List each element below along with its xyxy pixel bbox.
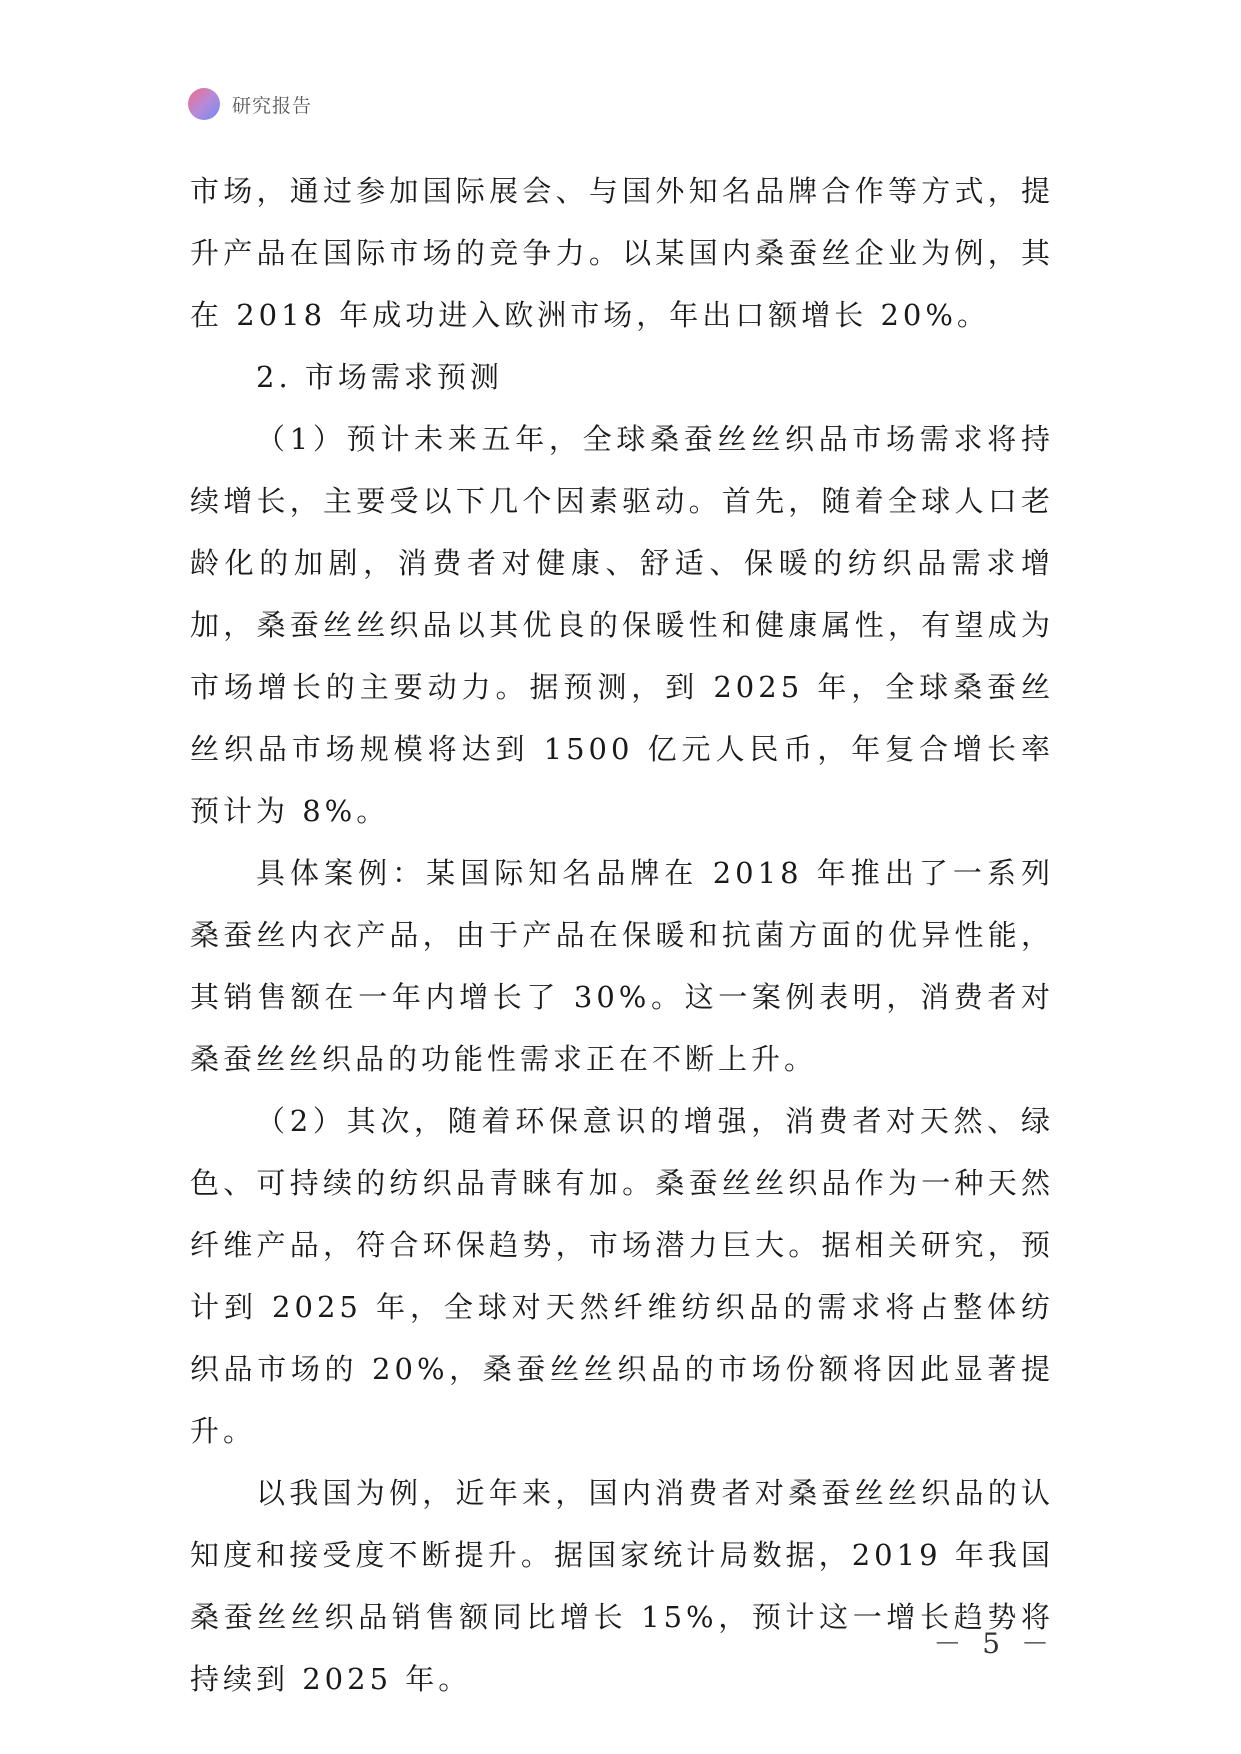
paragraph-forecast-1: （1）预计未来五年，全球桑蚕丝丝织品市场需求将持续增长，主要受以下几个因素驱动。首先，随着全球人口老龄化的加剧，消费者对健康、舒适、保暖的纺织品需求增加，桑蚕丝丝织品以其优良的保暖性和健康属性，有望成为市场增长的主要动力。据预测，到 2025 年，全球桑蚕丝丝织品市场规模将达到 1500 亿元人民币，年复合增长率预计为 8%。: [190, 422, 1054, 828]
paragraph-case-study: 具体案例：某国际知名品牌在 2018 年推出了一系列桑蚕丝内衣产品，由于产品在保暖和抗菌方面的优异性能，其销售额在一年内增长了 30%。这一案例表明，消费者对桑蚕丝丝织品的功能性需求正在不断上升。: [190, 856, 1054, 1076]
section-heading: 2. 市场需求预测: [256, 360, 503, 394]
paragraph-forecast-2: （2）其次，随着环保意识的增强，消费者对天然、绿色、可持续的纺织品青睐有加。桑蚕丝丝织品作为一种天然纤维产品，符合环保趋势，市场潜力巨大。据相关研究，预计到 2025 年，全球对天然纤维纺织品的需求将占整体纺织品市场的 20%，桑蚕丝丝织品的市场份额将因此显著提升。: [190, 1104, 1054, 1448]
paragraph-domestic-example: 以我国为例，近年来，国内消费者对桑蚕丝丝织品的认知度和接受度不断提升。据国家统计局数据，2019 年我国桑蚕丝丝织品销售额同比增长 15%，预计这一增长趋势将持续到 2025 年。: [190, 1476, 1054, 1696]
page-number: － 5 －: [933, 1627, 1055, 1660]
page-header: [188, 88, 312, 120]
header-title: 研究报告: [232, 94, 313, 117]
document-body: [190, 160, 1054, 1710]
logo-circle-icon: [188, 88, 220, 120]
paragraph-continuation: 市场，通过参加国际展会、与国外知名品牌合作等方式，提升产品在国际市场的竞争力。以某国内桑蚕丝企业为例，其在 2018 年成功进入欧洲市场，年出口额增长 20%。: [190, 174, 1054, 332]
